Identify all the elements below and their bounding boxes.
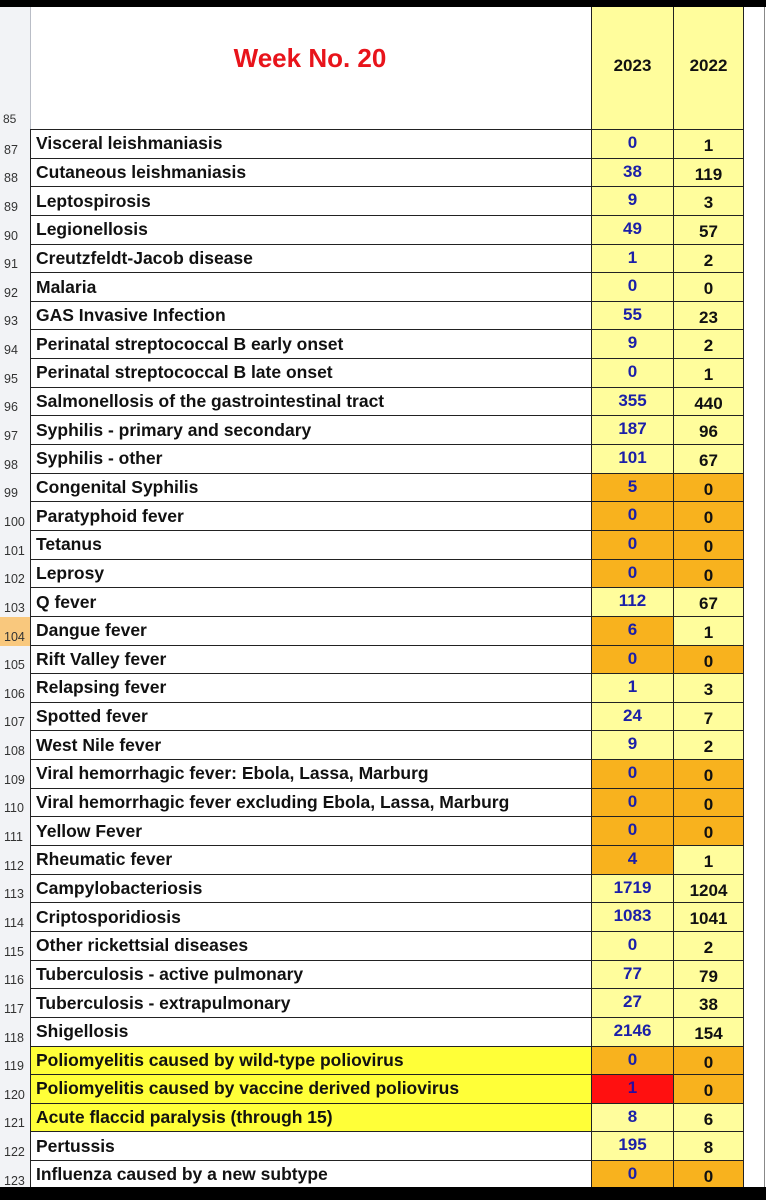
value-2022-cell[interactable]: 440 [673,388,744,417]
value-2023-cell[interactable]: 0 [591,760,673,789]
column-header-2022[interactable]: 2022 [673,7,744,130]
table-row [0,1047,766,1076]
value-2023-cell[interactable]: 1719 [591,875,673,904]
table-row [0,159,766,188]
value-2022-cell[interactable]: 38 [673,989,744,1018]
table-row [0,187,766,216]
value-2023-cell[interactable]: 187 [591,416,673,445]
value-2023-cell[interactable]: 0 [591,789,673,818]
value-2022-cell[interactable]: 6 [673,1104,744,1133]
disease-name-cell[interactable]: Congenital Syphilis [30,474,591,503]
value-2022-cell[interactable]: 96 [673,416,744,445]
disease-name-cell[interactable]: Syphilis - primary and secondary [30,416,591,445]
value-2022-cell[interactable]: 0 [673,1161,744,1187]
table-row [0,1161,766,1187]
row-number[interactable]: 118 [4,1030,24,1045]
value-2022-cell[interactable]: 0 [673,817,744,846]
row-number[interactable]: 100 [4,514,25,529]
value-2022-cell[interactable]: 1204 [673,875,744,904]
value-2022-cell[interactable]: 2 [673,731,744,760]
row-number[interactable]: 123 [4,1173,25,1187]
row-number[interactable]: 107 [4,715,25,730]
value-2023-cell[interactable]: 0 [591,932,673,961]
value-2022-cell[interactable]: 1 [673,846,744,875]
disease-name-cell[interactable]: Yellow Fever [30,817,591,846]
value-2023-cell[interactable]: 0 [591,1047,673,1076]
disease-name-cell[interactable]: Rheumatic fever [30,846,591,875]
value-2023-cell[interactable]: 1 [591,674,673,703]
column-header-2023[interactable]: 2023 [591,7,673,130]
disease-name-cell[interactable]: Syphilis - other [30,445,591,474]
table-row [0,846,766,875]
disease-name-cell[interactable]: Rift Valley fever [30,646,591,675]
value-2022-cell[interactable]: 0 [673,789,744,818]
row-number[interactable]: 93 [4,314,18,329]
value-2023-cell[interactable]: 0 [591,1161,673,1187]
row-number[interactable]: 94 [4,343,18,358]
disease-name-cell[interactable]: GAS Invasive Infection [30,302,591,331]
value-2023-cell[interactable]: 9 [591,187,673,216]
value-2022-cell[interactable]: 23 [673,302,744,331]
disease-name-cell[interactable]: Malaria [30,273,591,302]
table-row [0,1075,766,1104]
disease-name-cell[interactable]: Q fever [30,588,591,617]
value-2022-cell[interactable]: 1041 [673,903,744,932]
row-number[interactable]: 87 [4,142,18,157]
value-2022-cell[interactable]: 0 [673,474,744,503]
value-2023-cell[interactable]: 0 [591,273,673,302]
value-2023-cell[interactable]: 55 [591,302,673,331]
disease-name-cell[interactable]: Poliomyelitis caused by wild-type poliovirus [30,1047,591,1076]
disease-name-cell[interactable]: Relapsing fever [30,674,591,703]
value-2022-cell[interactable]: 57 [673,216,744,245]
row-number[interactable]: 110 [4,801,24,816]
table-row [0,1104,766,1133]
disease-name-cell[interactable]: Tetanus [30,531,591,560]
value-2023-cell[interactable]: 1 [591,245,673,274]
table-row [0,130,766,159]
value-2022-cell[interactable]: 1 [673,359,744,388]
value-2022-cell[interactable]: 3 [673,674,744,703]
value-2022-cell[interactable]: 0 [673,273,744,302]
value-2023-cell[interactable]: 9 [591,330,673,359]
table-row [0,875,766,904]
table-row [0,617,766,646]
disease-name-cell[interactable]: West Nile fever [30,731,591,760]
row-number[interactable]: 89 [4,199,18,214]
disease-name-cell[interactable]: Pertussis [30,1132,591,1161]
row-number[interactable]: 99 [4,486,18,501]
value-2022-cell[interactable]: 79 [673,961,744,990]
row-number[interactable]: 112 [4,858,24,873]
disease-name-cell[interactable]: Poliomyelitis caused by vaccine derived poliovirus [30,1075,591,1104]
disease-name-cell[interactable]: Acute flaccid paralysis (through 15) [30,1104,591,1133]
value-2022-cell[interactable]: 0 [673,1075,744,1104]
disease-name-cell[interactable]: Viral hemorrhagic fever: Ebola, Lassa, Marburg [30,760,591,789]
table-row [0,760,766,789]
table-row [0,474,766,503]
row-number[interactable]: 116 [4,973,24,988]
value-2022-cell[interactable]: 2 [673,245,744,274]
disease-table [0,130,766,1187]
row-number[interactable]: 85 [3,112,17,126]
row-number[interactable]: 98 [4,457,18,472]
disease-name-cell[interactable]: Dangue fever [30,617,591,646]
row-number[interactable]: 111 [4,830,24,845]
spreadsheet [0,7,766,1187]
table-row [0,731,766,760]
value-2023-cell[interactable]: 27 [591,989,673,1018]
value-2023-cell[interactable]: 0 [591,359,673,388]
value-2023-cell[interactable]: 112 [591,588,673,617]
row-number[interactable]: 108 [4,744,25,759]
row-number[interactable]: 122 [4,1145,25,1160]
disease-name-cell[interactable]: Perinatal streptococcal B early onset [30,330,591,359]
row-number[interactable]: 92 [4,285,18,300]
disease-name-cell[interactable]: Campylobacteriosis [30,875,591,904]
row-number[interactable]: 119 [4,1059,24,1074]
value-2023-cell[interactable]: 195 [591,1132,673,1161]
disease-name-cell[interactable]: Legionellosis [30,216,591,245]
value-2023-cell[interactable]: 1083 [591,903,673,932]
table-row [0,674,766,703]
value-2022-cell[interactable]: 8 [673,1132,744,1161]
table-row [0,989,766,1018]
value-2023-cell[interactable]: 9 [591,731,673,760]
table-row [0,1018,766,1047]
table-row [0,560,766,589]
table-row [0,273,766,302]
value-2022-cell[interactable]: 0 [673,646,744,675]
value-2023-cell[interactable]: 2146 [591,1018,673,1047]
value-2023-cell[interactable]: 24 [591,703,673,732]
table-row [0,359,766,388]
value-2022-cell[interactable]: 0 [673,760,744,789]
value-2022-cell[interactable]: 2 [673,330,744,359]
disease-name-cell[interactable]: Criptosporidiosis [30,903,591,932]
row-number[interactable]: 117 [4,1001,24,1016]
table-row [0,817,766,846]
disease-name-cell[interactable]: Cutaneous leishmaniasis [30,159,591,188]
table-row [0,903,766,932]
value-2022-cell[interactable]: 0 [673,531,744,560]
disease-name-cell[interactable]: Other rickettsial diseases [30,932,591,961]
row-number[interactable]: 115 [4,944,24,959]
row-number[interactable]: 95 [4,371,18,386]
row-number[interactable]: 104 [0,617,30,646]
value-2022-cell[interactable]: 1 [673,617,744,646]
value-2023-cell[interactable]: 8 [591,1104,673,1133]
value-2022-cell[interactable]: 154 [673,1018,744,1047]
value-2023-cell[interactable]: 38 [591,159,673,188]
table-row [0,961,766,990]
row-number[interactable]: 106 [4,686,25,701]
value-2023-cell[interactable]: 4 [591,846,673,875]
value-2023-cell[interactable]: 0 [591,646,673,675]
value-2023-cell[interactable]: 355 [591,388,673,417]
table-row [0,245,766,274]
row-number[interactable]: 113 [4,887,24,902]
disease-name-cell[interactable]: Shigellosis [30,1018,591,1047]
disease-name-cell[interactable]: Leprosy [30,560,591,589]
table-row [0,1132,766,1161]
disease-name-cell[interactable]: Influenza caused by a new subtype [30,1161,591,1187]
disease-name-cell[interactable]: Spotted fever [30,703,591,732]
table-row [0,388,766,417]
row-number[interactable]: 96 [4,400,18,415]
table-row [0,302,766,331]
value-2023-cell[interactable]: 5 [591,474,673,503]
row-number[interactable]: 109 [4,772,25,787]
table-row [0,445,766,474]
value-2022-cell[interactable]: 0 [673,1047,744,1076]
row-number[interactable]: 103 [4,600,25,615]
row-number[interactable]: 90 [4,228,18,243]
row-number[interactable]: 101 [4,543,25,558]
value-2023-cell[interactable]: 0 [591,560,673,589]
header-row [0,7,766,130]
disease-name-cell[interactable]: Tuberculosis - active pulmonary [30,961,591,990]
row-number[interactable]: 102 [4,572,25,587]
value-2023-cell[interactable]: 101 [591,445,673,474]
value-2023-cell[interactable]: 49 [591,216,673,245]
disease-name-cell[interactable]: Salmonellosis of the gastrointestinal tract [30,388,591,417]
value-2022-cell[interactable]: 0 [673,560,744,589]
value-2023-cell[interactable]: 1 [591,1075,673,1104]
value-2022-cell[interactable]: 7 [673,703,744,732]
value-2023-cell[interactable]: 0 [591,817,673,846]
value-2022-cell[interactable]: 67 [673,588,744,617]
value-2022-cell[interactable]: 3 [673,187,744,216]
value-2023-cell[interactable]: 77 [591,961,673,990]
table-row [0,531,766,560]
table-row [0,789,766,818]
row-number[interactable]: 91 [4,257,18,272]
disease-name-cell[interactable]: Tuberculosis - extrapulmonary [30,989,591,1018]
value-2022-cell[interactable]: 0 [673,502,744,531]
disease-name-cell[interactable]: Visceral leishmaniasis [30,130,591,159]
table-row [0,646,766,675]
disease-name-cell[interactable]: Viral hemorrhagic fever excluding Ebola, Lassa, Marburg [30,789,591,818]
value-2023-cell[interactable]: 0 [591,130,673,159]
value-2022-cell[interactable]: 1 [673,130,744,159]
table-row [0,703,766,732]
week-title[interactable]: Week No. 20 [233,43,387,73]
table-row [0,932,766,961]
row-number[interactable]: 88 [4,171,18,186]
disease-name-cell[interactable]: Perinatal streptococcal B late onset [30,359,591,388]
disease-name-cell[interactable]: Creutzfeldt-Jacob disease [30,245,591,274]
value-2022-cell[interactable]: 119 [673,159,744,188]
value-2023-cell[interactable]: 6 [591,617,673,646]
row-number[interactable]: 97 [4,429,18,444]
value-2023-cell[interactable]: 0 [591,502,673,531]
row-number[interactable]: 120 [4,1087,25,1102]
table-row [0,502,766,531]
value-2023-cell[interactable]: 0 [591,531,673,560]
row-number[interactable]: 121 [4,1116,25,1131]
table-row [0,330,766,359]
row-number[interactable]: 105 [4,658,25,673]
value-2022-cell[interactable]: 67 [673,445,744,474]
table-row [0,588,766,617]
table-row [0,216,766,245]
disease-name-cell[interactable]: Leptospirosis [30,187,591,216]
row-number[interactable]: 114 [4,915,24,930]
disease-name-cell[interactable]: Paratyphoid fever [30,502,591,531]
table-row [0,416,766,445]
value-2022-cell[interactable]: 2 [673,932,744,961]
